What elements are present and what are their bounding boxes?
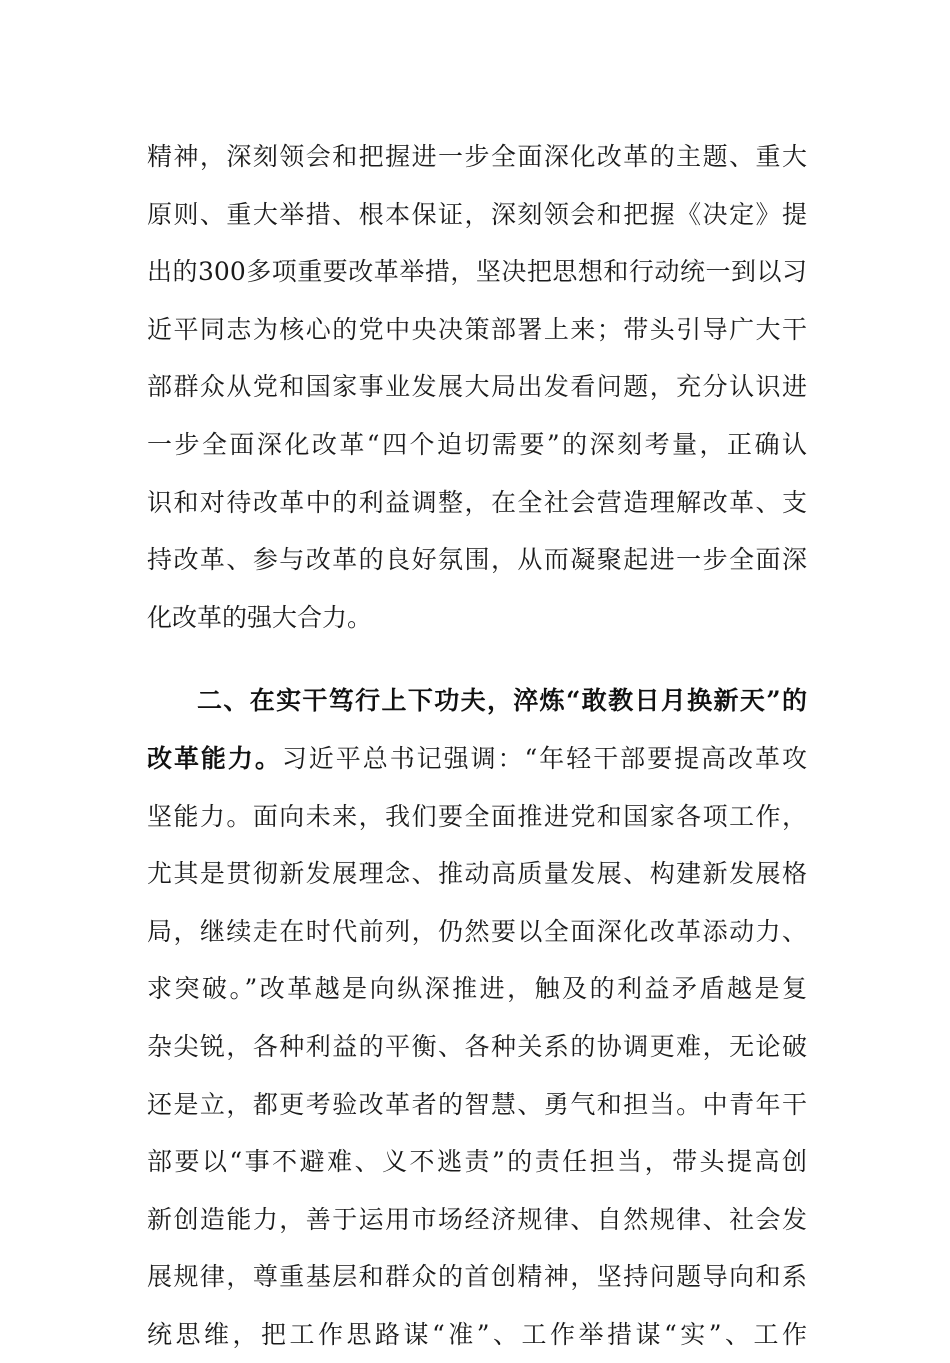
paragraph-line: 化改革的强大合力。 [147,602,373,632]
paragraph-spacer [147,646,807,672]
paragraph-line: 杂尖锐，各种利益的平衡、各种关系的协调更难，无论破 [147,1031,807,1061]
paragraph-line: 新创造能力，善于运用市场经济规律、自然规律、社会发 [147,1204,807,1234]
paragraph-line: 一步全面深化改革“四个迫切需要”的深刻考量，正确认 [147,429,807,459]
paragraph-line: 还是立，都更考验改革者的智慧、勇气和担当。中青年干 [147,1089,807,1119]
heading-continuation-line [147,730,807,788]
quote-intro: 习近平总书记强调：“年轻干部要提高改革攻 [281,743,807,773]
paragraph-line: 出的300多项重要改革举措，坚决把思想和行动统一到以习 [147,257,807,287]
section-heading-end: 改革能力。 [147,743,282,773]
section-heading: 二、在实干笃行上下功夫，淬炼“敢教日月换新天”的 [197,686,807,716]
paragraph-line: 精神，深刻领会和把握进一步全面深化改革的主题、重大 [147,142,807,171]
paragraph-line: 局，继续走在时代前列，仍然要以全面深化改革添动力、 [147,916,807,946]
paragraph-line: 统思维，把工作思路谋“准”、工作举措谋“实”、工作 [147,1319,807,1349]
paragraph-line: 尤其是贯彻新发展理念、推动高质量发展、构建新发展格 [147,859,807,889]
paragraph-line: 持改革、参与改革的良好氛围，从而凝聚起进一步全面深 [147,545,807,575]
paragraph-line: 识和对待改革中的利益调整，在全社会营造理解改革、支 [147,487,807,517]
paragraph-line: 部要以“事不避难、义不逃责”的责任担当，带头提高创 [147,1147,807,1177]
paragraph-line: 坚能力。面向未来，我们要全面推进党和国家各项工作， [147,801,807,831]
paragraph-line: 部群众从党和国家事业发展大局出发看问题，充分认识进 [147,372,807,402]
paragraph-line: 近平同志为核心的党中央决策部署上来；带头引导广大干 [147,314,807,344]
document-body [147,128,807,1363]
paragraph-2 [147,672,807,1363]
paragraph-1 [147,128,807,646]
paragraph-line: 展规律，尊重基层和群众的首创精神，坚持问题导向和系 [147,1262,807,1292]
paragraph-line: 求突破。”改革越是向纵深推进，触及的利益矛盾越是复 [147,974,807,1004]
paragraph-line: 原则、重大举措、根本保证，深刻领会和把握《决定》提 [147,199,807,229]
